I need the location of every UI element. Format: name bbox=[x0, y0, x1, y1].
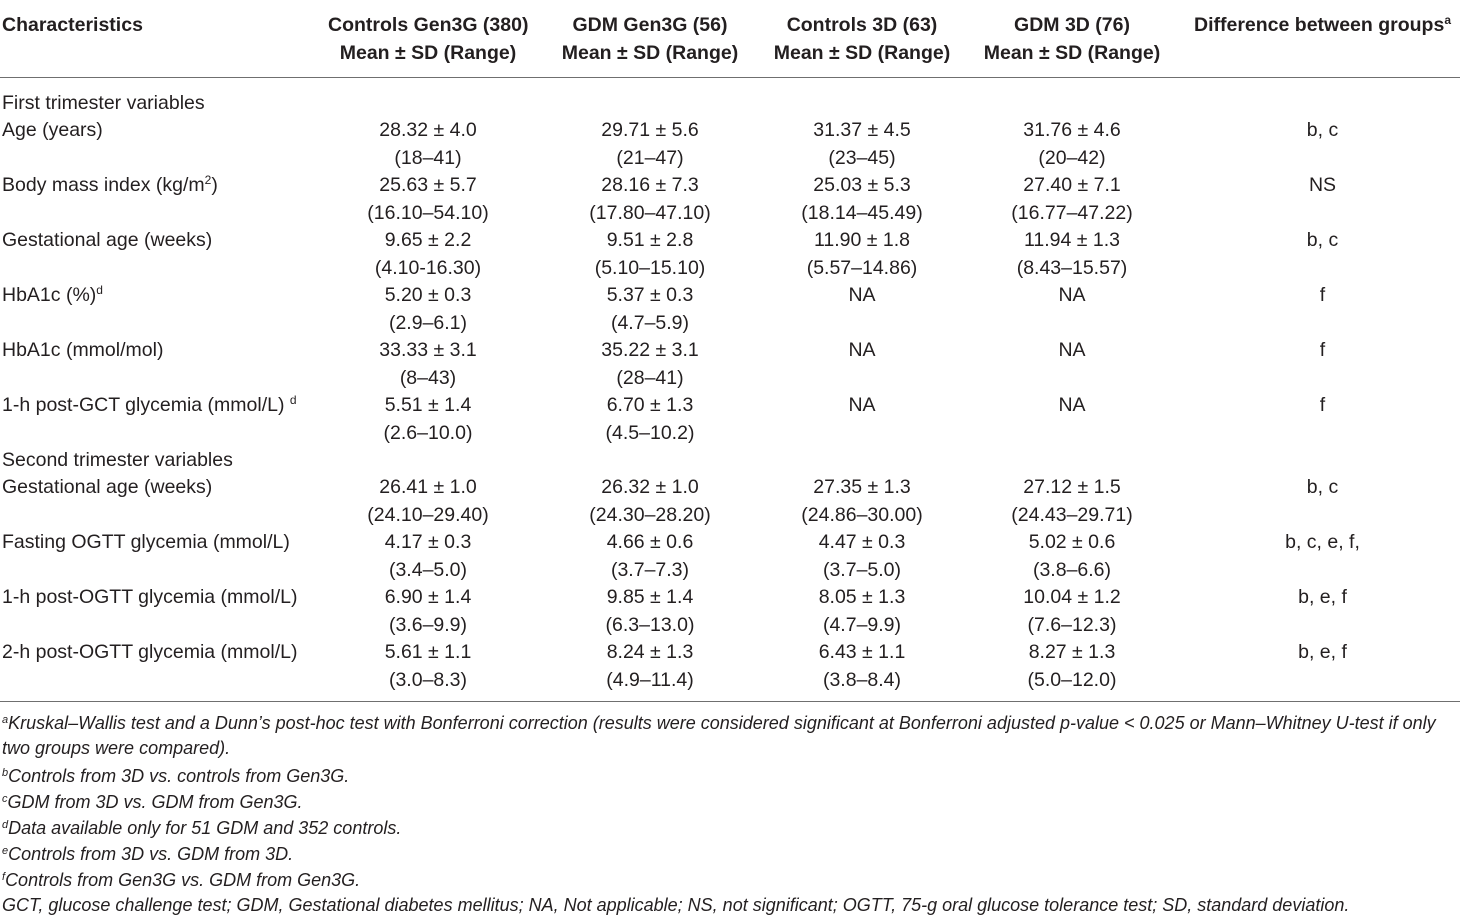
cell-text-footnotes-6-text: GCT, glucose challenge test; GDM, Gestational diabetes mellitus; NA, Not applicable; NS, not significant; OGTT, 75-g oral glucose tolerance test; SD, standard deviation. bbox=[2, 895, 1350, 915]
cell-text-rows-7-c3r: (3.7–5.0) bbox=[822, 558, 902, 581]
cell-gdm-3d bbox=[972, 474, 1172, 529]
cell-text-footnotes-4-sup: e bbox=[2, 845, 9, 857]
cell-controls-3d bbox=[762, 117, 962, 172]
cell-controls-gen3g bbox=[328, 337, 528, 392]
cell-text-rows-5-sup: d bbox=[289, 393, 297, 407]
cell-text-rows-1-c4: 27.40 ± 7.1 bbox=[1023, 174, 1121, 196]
cell-gdm-gen3g bbox=[550, 584, 750, 639]
cell-gdm-3d bbox=[972, 584, 1172, 639]
cell-controls-gen3g bbox=[328, 529, 528, 584]
cell-gdm-gen3g bbox=[550, 529, 750, 584]
cell-text-rows-8-c4: 10.04 ± 1.2 bbox=[1023, 586, 1121, 608]
cell-text-header-col2_line2: Mean ± SD (Range) bbox=[561, 41, 739, 64]
cell-text-rows-6-c1: 26.41 ± 1.0 bbox=[379, 476, 477, 498]
cell-text-rows-9-c3: 6.43 ± 1.1 bbox=[818, 641, 906, 663]
row-label bbox=[2, 337, 163, 365]
cell-controls-3d bbox=[762, 227, 962, 282]
footnote-b bbox=[2, 764, 1460, 789]
cell-text-rows-3-sup: d bbox=[96, 283, 103, 297]
cell-text-rows-4-c3: NA bbox=[848, 339, 876, 361]
section-title-first-trimester: First trimester variables bbox=[2, 92, 205, 114]
cell-text-rows-0-c1r: (18–41) bbox=[394, 146, 462, 169]
row-label bbox=[2, 584, 297, 612]
cell-text-rows-0-c1: 28.32 ± 4.0 bbox=[379, 119, 477, 141]
cell-text-rows-5-c1: 5.51 ± 1.4 bbox=[384, 394, 472, 416]
cell-text-rows-3-c2: 5.37 ± 0.3 bbox=[606, 284, 694, 306]
cell-text-rows-6-c1r: (24.10–29.40) bbox=[367, 503, 489, 526]
cell-text-rows-1-c3: 25.03 ± 5.3 bbox=[813, 174, 911, 196]
cell-text-rows-8-c2r: (6.3–13.0) bbox=[605, 613, 695, 636]
row-label bbox=[2, 529, 290, 557]
cell-text-footnotes-2-text: GDM from 3D vs. GDM from Gen3G. bbox=[7, 792, 303, 812]
cell-text-rows-2-label: Gestational age (weeks) bbox=[2, 229, 213, 251]
cell-gdm-3d bbox=[972, 392, 1172, 420]
cell-text-rows-7-label: Fasting OGTT glycemia (mmol/L) bbox=[2, 531, 290, 553]
cell-gdm-gen3g bbox=[550, 474, 750, 529]
cell-difference: f bbox=[1319, 339, 1326, 361]
cell-controls-gen3g bbox=[328, 227, 528, 282]
cell-gdm-gen3g bbox=[550, 117, 750, 172]
cell-text-rows-0-c2: 29.71 ± 5.6 bbox=[601, 119, 699, 141]
cell-text-rows-8-label: 1-h post-OGTT glycemia (mmol/L) bbox=[2, 586, 298, 608]
cell-text-rows-9-label: 2-h post-OGTT glycemia (mmol/L) bbox=[2, 641, 298, 663]
table-bottom-rule bbox=[0, 701, 1460, 702]
cell-text-rows-8-c2: 9.85 ± 1.4 bbox=[606, 586, 694, 608]
cell-text-rows-2-c3r: (5.57–14.86) bbox=[806, 256, 918, 279]
cell-text-rows-7-c1r: (3.4–5.0) bbox=[388, 558, 468, 581]
cell-text-rows-5-c2r: (4.5–10.2) bbox=[605, 421, 695, 444]
cell-difference: b, e, f bbox=[1298, 586, 1347, 608]
cell-gdm-3d bbox=[972, 639, 1172, 694]
cell-difference: f bbox=[1319, 284, 1326, 306]
cell-text-rows-2-c4: 11.94 ± 1.3 bbox=[1024, 229, 1120, 251]
cell-gdm-gen3g bbox=[550, 172, 750, 227]
cell-text-rows-4-c2r: (28–41) bbox=[616, 366, 684, 389]
cell-controls-gen3g bbox=[328, 639, 528, 694]
header-controls-3d bbox=[762, 12, 962, 67]
cell-text-rows-0-c4r: (20–42) bbox=[1038, 146, 1106, 169]
cell-text-header-col5: Difference between groups bbox=[1194, 14, 1445, 36]
cell-controls-gen3g bbox=[328, 172, 528, 227]
cell-controls-3d bbox=[762, 282, 962, 310]
cell-controls-3d bbox=[762, 529, 962, 584]
cell-gdm-gen3g bbox=[550, 282, 750, 337]
row-label bbox=[2, 639, 297, 667]
cell-text-footnotes-3-text: Data available only for 51 GDM and 352 controls. bbox=[8, 818, 402, 838]
cell-text-rows-9-c3r: (3.8–8.4) bbox=[822, 668, 902, 691]
cell-text-rows-3-label: HbA1c (%) bbox=[2, 284, 97, 306]
cell-text-rows-9-c1: 5.61 ± 1.1 bbox=[384, 641, 472, 663]
cell-text-rows-8-c1: 6.90 ± 1.4 bbox=[384, 586, 472, 608]
cell-text-footnotes-1-sup: b bbox=[2, 767, 9, 779]
cell-gdm-gen3g bbox=[550, 392, 750, 447]
cell-controls-3d bbox=[762, 392, 962, 420]
cell-text-rows-3-c1: 5.20 ± 0.3 bbox=[384, 284, 472, 306]
cell-text-rows-7-c4r: (3.8–6.6) bbox=[1032, 558, 1112, 581]
cell-controls-gen3g bbox=[328, 392, 528, 447]
cell-text-rows-5-label: 1-h post-GCT glycemia (mmol/L) bbox=[2, 394, 290, 416]
cell-text-rows-6-c3r: (24.86–30.00) bbox=[801, 503, 923, 526]
cell-controls-gen3g bbox=[328, 474, 528, 529]
cell-text-header-col2_line1: GDM Gen3G (56) bbox=[572, 14, 728, 36]
cell-text-header-col1_line1: Controls Gen3G (380) bbox=[328, 14, 529, 36]
cell-text-rows-1-c1r: (16.10–54.10) bbox=[367, 201, 489, 224]
header-difference bbox=[1185, 12, 1460, 40]
cell-text-rows-0-c3: 31.37 ± 4.5 bbox=[813, 119, 911, 141]
cell-gdm-gen3g bbox=[550, 227, 750, 282]
cell-gdm-gen3g bbox=[550, 639, 750, 694]
cell-gdm-3d bbox=[972, 172, 1172, 227]
header-controls-gen3g bbox=[328, 12, 528, 67]
footnote-abbreviations bbox=[2, 893, 1460, 918]
cell-text-rows-9-c2: 8.24 ± 1.3 bbox=[606, 641, 694, 663]
footnote-a bbox=[2, 711, 1460, 761]
cell-text-rows-4-label: HbA1c (mmol/mol) bbox=[2, 339, 164, 361]
cell-text-rows-1-c2r: (17.80–47.10) bbox=[589, 201, 711, 224]
cell-text-rows-5-c2: 6.70 ± 1.3 bbox=[606, 394, 694, 416]
cell-controls-gen3g bbox=[328, 584, 528, 639]
cell-text-rows-4-c4: NA bbox=[1058, 339, 1086, 361]
cell-text-rows-9-c2r: (4.9–11.4) bbox=[606, 668, 694, 691]
cell-text-rows-8-c4r: (7.6–12.3) bbox=[1027, 613, 1117, 636]
cell-text-rows-1-label: Body mass index (kg/m bbox=[2, 174, 205, 196]
cell-difference: f bbox=[1319, 394, 1326, 416]
cell-text-header-col3_line2: Mean ± SD (Range) bbox=[773, 41, 951, 64]
cell-controls-3d bbox=[762, 172, 962, 227]
cell-text-footnotes-5-text: Controls from Gen3G vs. GDM from Gen3G. bbox=[5, 870, 361, 890]
header-rule bbox=[0, 77, 1460, 78]
row-label bbox=[2, 117, 103, 145]
cell-text-rows-8-c1r: (3.6–9.9) bbox=[388, 613, 468, 636]
cell-text-footnotes-1-text: Controls from 3D vs. controls from Gen3G. bbox=[8, 766, 350, 786]
cell-text-rows-6-c3: 27.35 ± 1.3 bbox=[813, 476, 911, 498]
cell-text-rows-6-c4: 27.12 ± 1.5 bbox=[1023, 476, 1121, 498]
cell-controls-3d bbox=[762, 639, 962, 694]
cell-text-header-col1_line2: Mean ± SD (Range) bbox=[339, 41, 517, 64]
cell-controls-3d bbox=[762, 474, 962, 529]
cell-text-footnotes-0-sup: a bbox=[2, 714, 9, 726]
cell-difference: b, e, f bbox=[1298, 641, 1347, 663]
cell-text-rows-9-c1r: (3.0–8.3) bbox=[388, 668, 468, 691]
row-label bbox=[2, 227, 212, 255]
cell-text-header-col3_line1: Controls 3D (63) bbox=[786, 14, 938, 36]
cell-text-rows-1-c1: 25.63 ± 5.7 bbox=[379, 174, 477, 196]
cell-text-footnotes-3-sup: d bbox=[2, 819, 9, 831]
cell-text-rows-1-label_end: ) bbox=[211, 174, 218, 196]
footnote-f bbox=[2, 868, 1460, 893]
cell-gdm-3d bbox=[972, 337, 1172, 365]
cell-gdm-3d bbox=[972, 282, 1172, 310]
cell-text-rows-5-c4: NA bbox=[1058, 394, 1086, 416]
cell-text-rows-1-c3r: (18.14–45.49) bbox=[801, 201, 923, 224]
cell-gdm-3d bbox=[972, 529, 1172, 584]
cell-text-rows-8-c3: 8.05 ± 1.3 bbox=[818, 586, 906, 608]
cell-text-rows-7-c2r: (3.7–7.3) bbox=[610, 558, 690, 581]
header-characteristics: Characteristics bbox=[2, 14, 143, 36]
row-label bbox=[2, 172, 218, 200]
cell-text-rows-3-c2r: (4.7–5.9) bbox=[610, 311, 690, 334]
cell-text-footnotes-2-sup: c bbox=[2, 793, 8, 805]
cell-text-rows-4-c1r: (8–43) bbox=[399, 366, 457, 389]
cell-text-rows-3-c3: NA bbox=[848, 284, 876, 306]
cell-text-rows-8-c3r: (4.7–9.9) bbox=[822, 613, 902, 636]
cell-text-rows-4-c1: 33.33 ± 3.1 bbox=[379, 339, 477, 361]
footnote-d bbox=[2, 816, 1460, 841]
cell-controls-3d bbox=[762, 337, 962, 365]
cell-text-rows-1-sup: 2 bbox=[204, 173, 212, 187]
cell-difference: NS bbox=[1308, 174, 1337, 196]
cell-text-header-col4_line2: Mean ± SD (Range) bbox=[983, 41, 1161, 64]
cell-text-rows-0-c4: 31.76 ± 4.6 bbox=[1023, 119, 1121, 141]
cell-text-rows-3-c1r: (2.9–6.1) bbox=[388, 311, 468, 334]
cell-text-footnotes-5-sup: f bbox=[2, 871, 6, 883]
header-gdm-gen3g bbox=[550, 12, 750, 67]
cell-text-footnotes-4-text: Controls from 3D vs. GDM from 3D. bbox=[8, 844, 294, 864]
cell-text-rows-9-c4: 8.27 ± 1.3 bbox=[1028, 641, 1116, 663]
cell-text-rows-2-c4r: (8.43–15.57) bbox=[1016, 256, 1128, 279]
cell-text-rows-3-c4: NA bbox=[1058, 284, 1086, 306]
cell-text-rows-7-c2: 4.66 ± 0.6 bbox=[606, 531, 694, 553]
cell-text-rows-2-c2: 9.51 ± 2.8 bbox=[606, 229, 694, 251]
cell-text-rows-5-c1r: (2.6–10.0) bbox=[383, 421, 473, 444]
section-title-second-trimester: Second trimester variables bbox=[2, 449, 233, 471]
cell-text-rows-6-c2: 26.32 ± 1.0 bbox=[601, 476, 699, 498]
cell-text-rows-2-c2r: (5.10–15.10) bbox=[594, 256, 706, 279]
cell-text-rows-1-c2: 28.16 ± 7.3 bbox=[601, 174, 699, 196]
cell-controls-gen3g bbox=[328, 282, 528, 337]
cell-text-rows-6-label: Gestational age (weeks) bbox=[2, 476, 213, 498]
row-label bbox=[2, 392, 297, 420]
cell-gdm-3d bbox=[972, 227, 1172, 282]
cell-gdm-3d bbox=[972, 117, 1172, 172]
cell-text-header-col4_line1: GDM 3D (76) bbox=[1014, 14, 1130, 36]
cell-text-rows-4-c2: 35.22 ± 3.1 bbox=[601, 339, 699, 361]
cell-text-footnotes-0-text: Kruskal–Wallis test and a Dunn’s post-hoc test with Bonferroni correction (results were considered significant at Bonferroni adjusted p-value < 0.025 or Mann–Whitney U-test if only two groups were compared). bbox=[2, 713, 1436, 758]
cell-text-rows-6-c4r: (24.43–29.71) bbox=[1011, 503, 1133, 526]
cell-text-rows-7-c3: 4.47 ± 0.3 bbox=[818, 531, 906, 553]
cell-controls-gen3g bbox=[328, 117, 528, 172]
cell-difference: b, c, e, f, bbox=[1285, 531, 1360, 553]
cell-text-rows-1-c4r: (16.77–47.22) bbox=[1011, 201, 1133, 224]
cell-text-rows-0-c3r: (23–45) bbox=[828, 146, 896, 169]
cell-text-rows-5-c3: NA bbox=[848, 394, 876, 416]
footnote-c bbox=[2, 790, 1460, 815]
cell-text-rows-7-c1: 4.17 ± 0.3 bbox=[384, 531, 472, 553]
cell-text-rows-2-c1: 9.65 ± 2.2 bbox=[384, 229, 472, 251]
cell-text-rows-2-c3: 11.90 ± 1.8 bbox=[814, 229, 910, 251]
row-label bbox=[2, 474, 212, 502]
cell-difference: b, c bbox=[1306, 476, 1339, 498]
cell-text-rows-6-c2r: (24.30–28.20) bbox=[589, 503, 711, 526]
cell-difference: b, c bbox=[1306, 119, 1339, 141]
cell-text-rows-0-label: Age (years) bbox=[2, 119, 103, 141]
cell-text-rows-7-c4: 5.02 ± 0.6 bbox=[1028, 531, 1116, 553]
cell-text-rows-9-c4r: (5.0–12.0) bbox=[1027, 668, 1117, 691]
row-label bbox=[2, 282, 103, 310]
cell-text-rows-2-c1r: (4.10-16.30) bbox=[374, 256, 482, 279]
cell-difference: b, c bbox=[1306, 229, 1339, 251]
cell-controls-3d bbox=[762, 584, 962, 639]
cell-gdm-gen3g bbox=[550, 337, 750, 392]
cell-text-rows-0-c2r: (21–47) bbox=[616, 146, 684, 169]
footnote-e bbox=[2, 842, 1460, 867]
header-gdm-3d bbox=[972, 12, 1172, 67]
cell-text-header-col5_sup: a bbox=[1444, 13, 1451, 27]
